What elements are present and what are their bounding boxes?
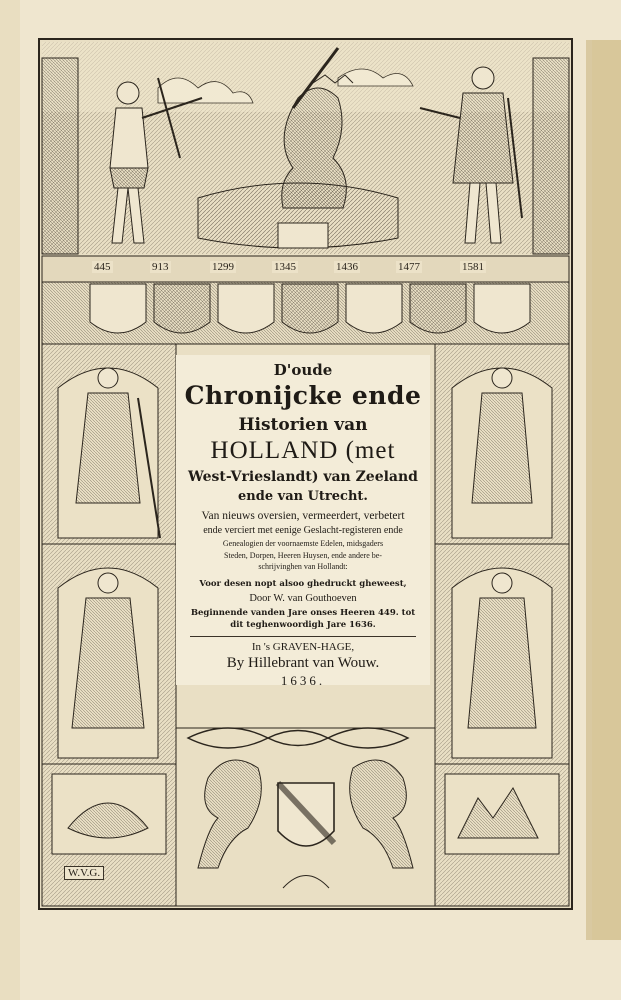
description-line-4: Steden, Dorpen, Heeren Huysen, ende andere be-: [224, 551, 382, 560]
year-line: 1636.: [280, 673, 326, 685]
frieze-year: 1436: [336, 261, 358, 273]
frieze-year: 1581: [462, 261, 484, 273]
description-line-3: Genealogien der voornaemste Edelen, midsgaders: [222, 539, 384, 548]
left-column-figures: [42, 344, 176, 764]
top-scene: [42, 42, 569, 254]
title-panel: [176, 355, 430, 685]
place-line: In 's GRAVEN-HAGE,: [251, 641, 355, 653]
engraver-initials: W.V.G.: [64, 866, 104, 880]
coats-of-arms-row: [42, 282, 569, 344]
period-line-1: Beginnende vanden Jare onses Heeren 449. tot: [190, 608, 416, 618]
title-line-5: West-Vrieslandt) van Zeeland: [188, 469, 418, 485]
frieze-year: 1299: [212, 261, 234, 273]
title-line-2: Chronijcke ende: [184, 381, 422, 410]
description-line-5: schrijvinghen van Hollandt:: [258, 562, 348, 571]
author-line: Door W. van Gouthoeven: [249, 593, 357, 604]
description-line-1: Van nieuws oversien, vermeerdert, verbetert: [201, 510, 405, 522]
divider-rule: [190, 636, 416, 637]
period-line-2: dit teghenwoordigh Jare 1636.: [230, 620, 376, 630]
description-line-2: ende verciert met eenige Geslacht-registeren ende: [203, 525, 403, 536]
printer-line: By Hillebrant van Wouw.: [226, 655, 380, 671]
title-line-1: D'oude: [273, 361, 333, 379]
title-line-4: HOLLAND (met: [210, 437, 396, 464]
right-column-figures: [435, 344, 569, 764]
note-line: Voor desen nopt alsoo ghedruckt gheweest,: [199, 579, 407, 589]
title-line-6: ende van Utrecht.: [238, 489, 368, 504]
frieze-year: 913: [152, 261, 169, 273]
frieze-year: 1477: [398, 261, 420, 273]
year-frieze: [92, 256, 532, 280]
title-line-3: Historien van: [238, 415, 368, 435]
frieze-year: 445: [94, 261, 111, 273]
frieze-year: 1345: [274, 261, 296, 273]
